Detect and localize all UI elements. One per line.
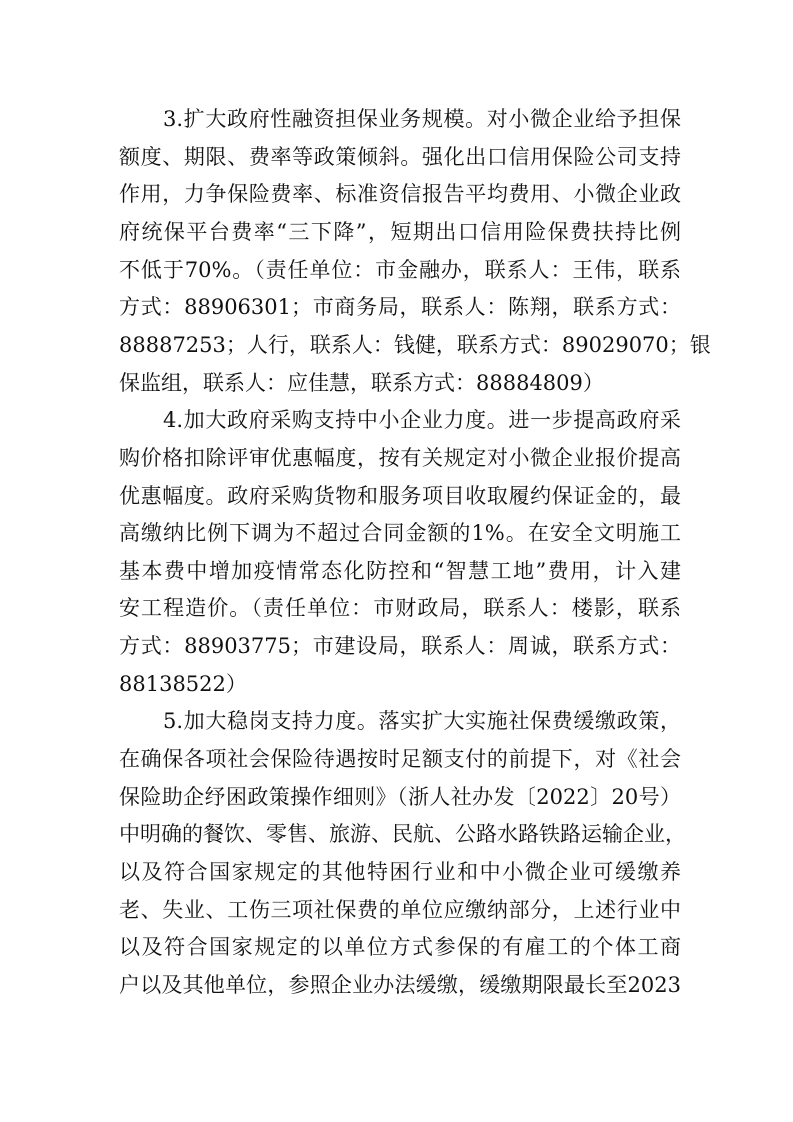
paragraph-line: 府统保平台费率“三下降”，短期出口信用险保费扶持比例 — [119, 219, 681, 244]
paragraph-line: 不低于70%。（责任单位：市金融办，联系人：王伟，联系 — [119, 257, 681, 282]
paragraph-line: 老、失业、工伤三项社保费的单位应缴纳部分，上述行业中 — [119, 897, 681, 922]
paragraph-line: 在确保各项社会保险待遇按时足额支付的前提下，对《社会 — [119, 747, 681, 772]
paragraph-line: 安工程造价。（责任单位：市财政局，联系人：楼影，联系 — [119, 596, 681, 621]
paragraph-line: 88138522） — [119, 671, 247, 696]
paragraph-line: 以及符合国家规定的其他特困行业和中小微企业可缓缴养 — [119, 860, 681, 884]
paragraph-line: 以及符合国家规定的以单位方式参保的有雇工的个体工商 — [119, 935, 681, 960]
paragraph-first-line: 5.加大稳岗支持力度。落实扩大实施社保费缓缴政策， — [163, 709, 681, 734]
paragraph-line: 优惠幅度。政府采购货物和服务项目收取履约保证金的，最 — [119, 483, 681, 508]
paragraph-line: 方式：88903775；市建设局，联系人：周诚，联系方式： — [119, 634, 681, 659]
paragraph-line: 基本费中增加疫情常态化防控和“智慧工地”费用，计入建 — [119, 558, 681, 583]
paragraph-line: 购价格扣除评审优惠幅度，按有关规定对小微企业报价提高 — [119, 445, 681, 470]
paragraph-line: 额度、期限、费率等政策倾斜。强化出口信用保险公司支持 — [119, 144, 681, 169]
paragraph-first-line: 4.加大政府采购支持中小企业力度。进一步提高政府采 — [163, 408, 681, 433]
paragraph-line: 保监组，联系人：应佳慧，联系方式：88884809） — [119, 370, 604, 395]
paragraph-line: 方式：88906301；市商务局，联系人：陈翔，联系方式： — [119, 295, 681, 320]
paragraph-line: 作用，力争保险费率、标准资信报告平均费用、小微企业政 — [119, 182, 681, 207]
paragraph-line: 户以及其他单位，参照企业办法缓缴，缓缴期限最长至2023 — [119, 972, 681, 997]
paragraph-line: 88887253；人行，联系人：钱健，联系方式：89029070；银 — [119, 332, 711, 357]
paragraph-line: 高缴纳比例下调为不超过合同金额的1%。在安全文明施工 — [119, 521, 681, 546]
paragraph-line: 保险助企纾困政策操作细则》（浙人社办发〔2022〕20号） — [119, 784, 681, 809]
paragraph-first-line: 3.扩大政府性融资担保业务规模。对小微企业给予担保 — [163, 107, 681, 131]
paragraph-line: 中明确的餐饮、零售、旅游、民航、公路水路铁路运输企业， — [119, 822, 686, 847]
